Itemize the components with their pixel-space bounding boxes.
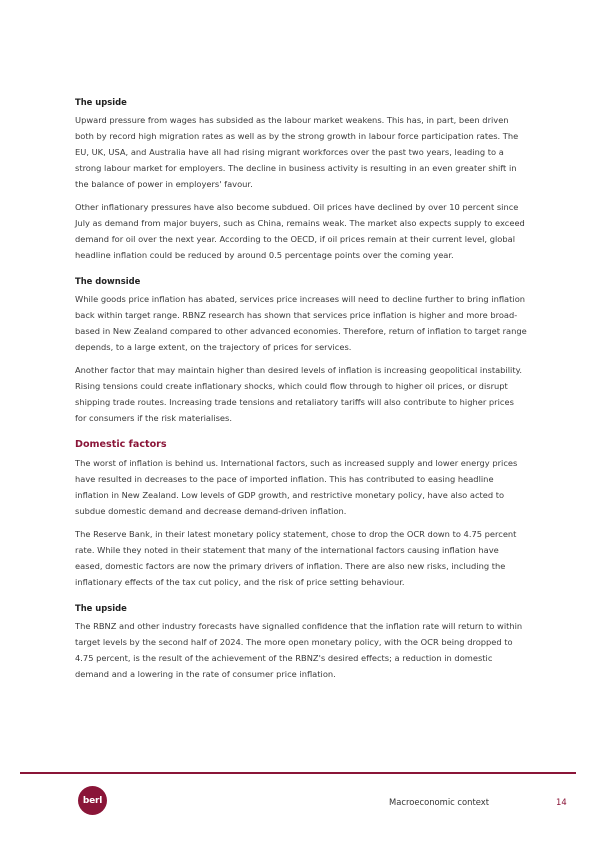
paragraph: The worst of inflation is behind us. International factors, such as increased supply and lower energy prices have resulted in decreases to the pace of imported inflation. This has contributed to easing headline inflation in New Zealand. Low levels of GDP growth, and restrictive monetary policy, have also acted to subdue domestic demand and decrease demand-driven inflation. — [75, 458, 518, 516]
page-number: 14 — [556, 797, 567, 807]
section-heading-domestic-factors: Domestic factors — [75, 439, 167, 450]
subheading-downside: The downside — [75, 276, 141, 286]
subheading-upside: The upside — [75, 603, 127, 613]
berl-logo-icon — [78, 786, 107, 815]
paragraph: While goods price inflation has abated, services price increases will need to decline further to bring inflation back within target range. RBNZ research has shown that services price inflation is higher and more broad-based in New Zealand compared to other advanced economies. Therefore, return of inflation to target range depends, to a large extent, on the trajectory of prices for services. — [75, 294, 527, 352]
document-body — [75, 96, 527, 689]
logo-text: berl — [82, 795, 103, 806]
footer-section-title: Macroeconomic context — [389, 797, 489, 807]
paragraph: The Reserve Bank, in their latest monetary policy statement, chose to drop the OCR down to 4.75 percent rate. While they noted in their statement that many of the international factors causing inflation have eased, domestic factors are now the primary drivers of inflation. There are also new risks, including the inflationary effects of the tax cut policy, and the risk of price setting behaviour. — [75, 529, 517, 587]
paragraph: The RBNZ and other industry forecasts have signalled confidence that the inflation rate will return to within target levels by the second half of 2024. The more open monetary policy, with the OCR being dropped to 4.75 percent, is the result of the achievement of the RBNZ's desired effects; a reduction in domestic demand and a lowering in the rate of consumer price inflation. — [75, 621, 523, 679]
paragraph: Upward pressure from wages has subsided as the labour market weakens. This has, in part, been driven both by record high migration rates as well as by the strong growth in labour force participation rates. The EU, UK, USA, and Australia have all had rising migrant workforces over the past two years, leading to a strong labour market for employers. The decline in business activity is resulting in an even greater shift in the balance of power in employers' favour. — [75, 115, 519, 189]
paragraph: Other inflationary pressures have also become subdued. Oil prices have declined by over 10 percent since July as demand from major buyers, such as China, remains weak. The market also expects supply to exceed demand for oil over the next year. According to the OECD, if oil prices remain at their current level, global headline inflation could be reduced by around 0.5 percentage points over the coming year. — [75, 202, 525, 260]
paragraph: Another factor that may maintain higher than desired levels of inflation is increasing geopolitical instability. Rising tensions could create inflationary shocks, which could flow through to higher oil prices, or disrupt shipping trade routes. Increasing trade tensions and retaliatory tariffs will also contribute to higher prices for consumers if the risk materialises. — [75, 365, 522, 423]
subheading-upside: The upside — [75, 97, 127, 107]
footer-divider — [20, 772, 576, 774]
